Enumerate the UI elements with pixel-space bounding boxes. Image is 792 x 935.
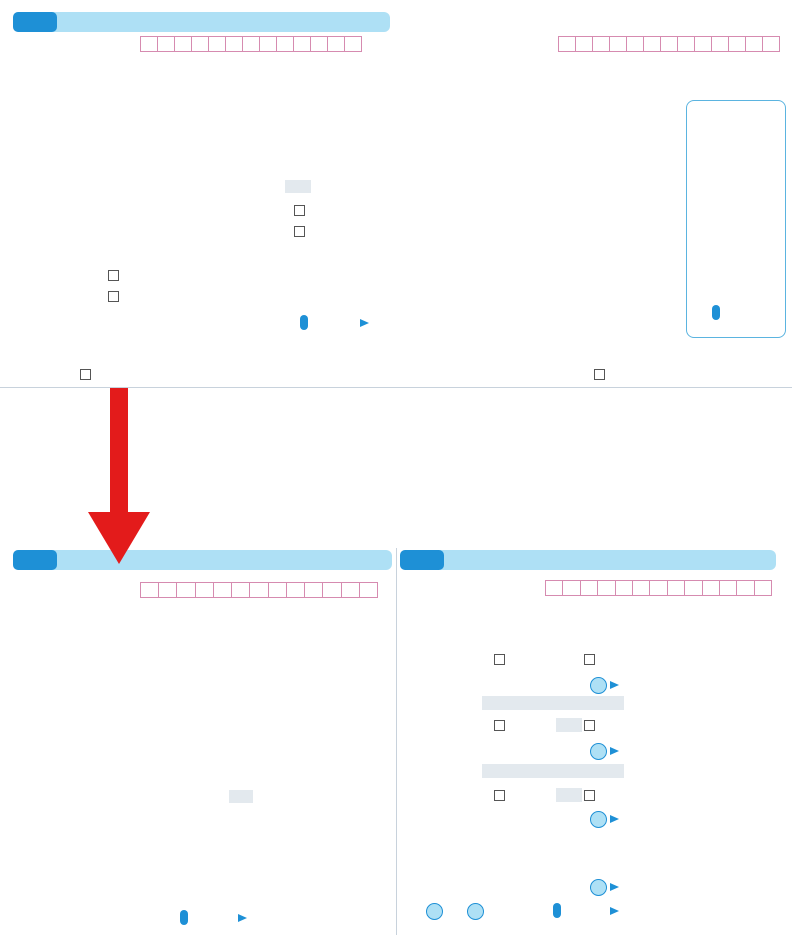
top-row3-earner-checkbox[interactable] — [294, 205, 305, 216]
right-sum-from-marker — [426, 903, 443, 920]
top-spouse-note-box — [686, 100, 786, 338]
right-row2-marker — [590, 879, 607, 896]
bottom-column-divider — [396, 548, 397, 935]
right-row1b-actual-checkbox[interactable] — [584, 720, 595, 731]
right-row1c-marker — [590, 811, 607, 828]
right-row1a-actual-checkbox[interactable] — [584, 654, 595, 665]
right-row1b-pct-field[interactable] — [556, 718, 582, 732]
right-section-number — [400, 550, 444, 570]
right-sum-ref-badge — [553, 903, 561, 918]
top-row6-arrow-icon — [360, 319, 369, 327]
right-row1b-specify-field[interactable] — [482, 696, 624, 710]
footnote-checkbox-2 — [594, 369, 605, 380]
footnote-checkbox-1 — [80, 369, 91, 380]
right-sum-to-marker — [467, 903, 484, 920]
left-section-header — [13, 550, 392, 570]
right-row1c-arrow-icon — [610, 815, 619, 823]
right-row1c-actual-checkbox[interactable] — [584, 790, 595, 801]
top-spouse-payer-taxid-field[interactable] — [558, 36, 780, 52]
top-row5-spouse-checkbox[interactable] — [108, 291, 119, 302]
right-row1a-pct30-checkbox[interactable] — [494, 654, 505, 665]
down-arrow-icon — [84, 388, 154, 568]
right-row1c-specify-field[interactable] — [482, 764, 624, 778]
top-row5-earner-checkbox[interactable] — [108, 270, 119, 281]
top-attach-count-field[interactable] — [285, 180, 311, 193]
top-row6-ref-badge — [300, 315, 308, 330]
right-sum-arrow-icon — [610, 907, 619, 915]
right-row1a-marker — [590, 677, 607, 694]
right-row1c-pct-field[interactable] — [556, 788, 582, 802]
right-section-header — [400, 550, 776, 570]
left-section-number — [13, 550, 57, 570]
left-row6-arrow-icon — [238, 914, 247, 922]
right-payer-taxid-field[interactable] — [545, 580, 772, 596]
left-row6-ref-badge — [180, 910, 188, 925]
top-row3-spouse-checkbox[interactable] — [294, 226, 305, 237]
right-row1b-arrow-icon — [610, 747, 619, 755]
note-ref-badge — [712, 305, 720, 320]
top-section-number — [13, 12, 57, 32]
top-row4-label — [16, 248, 26, 260]
right-row1b-marker — [590, 743, 607, 760]
right-row1a-arrow-icon — [610, 681, 619, 689]
right-row1b-pct-checkbox[interactable] — [494, 720, 505, 731]
right-row2-arrow-icon — [610, 883, 619, 891]
top-payer-taxid-field[interactable] — [140, 36, 362, 52]
left-attach-count-field[interactable] — [229, 790, 253, 803]
top-section-header — [13, 12, 390, 32]
left-payer-taxid-field[interactable] — [140, 582, 378, 598]
right-row1c-pct-checkbox[interactable] — [494, 790, 505, 801]
